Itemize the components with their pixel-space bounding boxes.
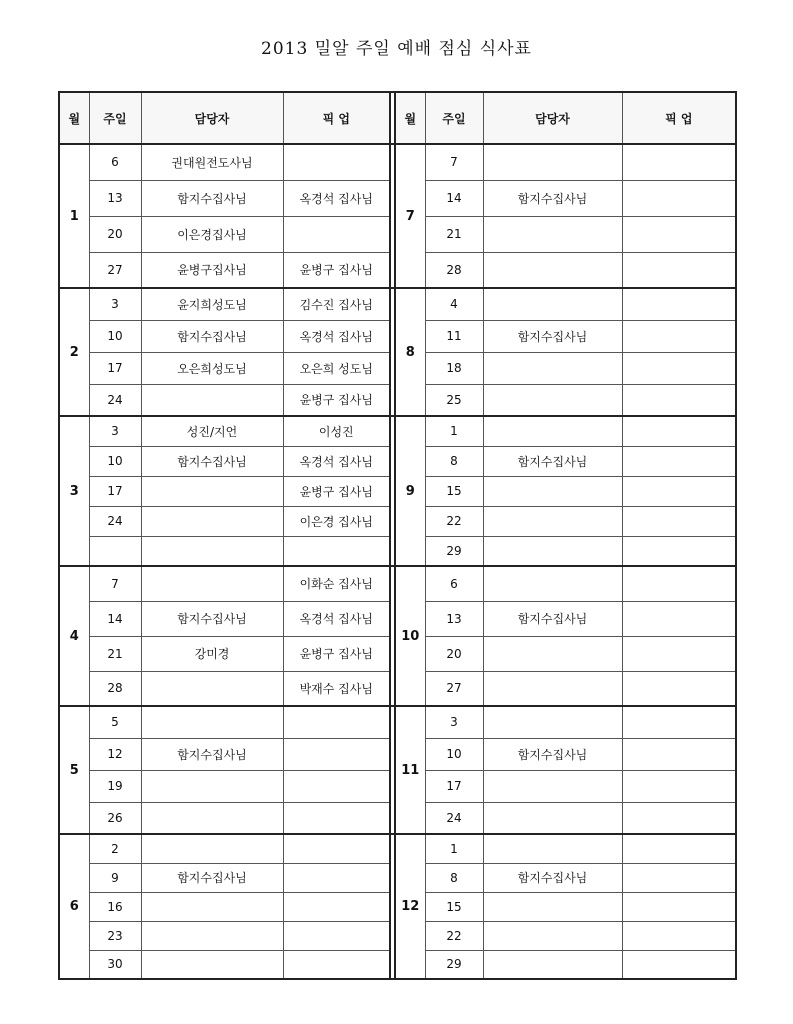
sunday-cell: 6 — [89, 144, 141, 180]
pickup-cell — [622, 536, 736, 566]
sunday-cell: 9 — [89, 863, 141, 892]
person-cell — [483, 770, 622, 802]
header-person-left: 담당자 — [141, 92, 283, 144]
person-cell: 함지수집사님 — [141, 738, 283, 770]
person-cell — [483, 144, 622, 180]
person-cell — [141, 921, 283, 950]
table-row — [59, 416, 736, 446]
month-cell: 6 — [59, 834, 89, 979]
person-cell — [483, 476, 622, 506]
sunday-cell: 12 — [89, 738, 141, 770]
table-row — [59, 566, 736, 601]
sunday-cell: 27 — [425, 671, 483, 706]
pickup-cell — [283, 802, 390, 834]
pickup-cell — [283, 738, 390, 770]
sunday-cell: 15 — [425, 476, 483, 506]
person-cell — [483, 671, 622, 706]
header-month-right: 월 — [395, 92, 425, 144]
pickup-cell — [622, 834, 736, 863]
pickup-cell — [622, 671, 736, 706]
person-cell: 함지수집사님 — [483, 738, 622, 770]
pickup-cell: 오은희 성도님 — [283, 352, 390, 384]
table-row — [59, 706, 736, 738]
pickup-cell — [622, 863, 736, 892]
pickup-cell — [283, 950, 390, 979]
person-cell: 이은경집사님 — [141, 216, 283, 252]
pickup-cell — [622, 416, 736, 446]
person-cell: 함지수집사님 — [483, 863, 622, 892]
header-month-left: 월 — [59, 92, 89, 144]
pickup-cell: 윤병구 집사님 — [283, 476, 390, 506]
lunch-schedule-table — [58, 91, 737, 980]
person-cell — [483, 921, 622, 950]
pickup-cell — [622, 802, 736, 834]
person-cell — [483, 834, 622, 863]
sunday-cell: 20 — [89, 216, 141, 252]
person-cell: 윤병구집사님 — [141, 252, 283, 288]
sunday-cell: 7 — [89, 566, 141, 601]
person-cell — [483, 288, 622, 320]
header-pickup-left: 픽 업 — [283, 92, 390, 144]
person-cell: 성진/지언 — [141, 416, 283, 446]
sunday-cell: 17 — [89, 352, 141, 384]
person-cell — [483, 416, 622, 446]
person-cell: 함지수집사님 — [483, 601, 622, 636]
table-row — [59, 834, 736, 863]
person-cell — [483, 536, 622, 566]
person-cell: 오은희성도님 — [141, 352, 283, 384]
pickup-cell: 윤병구 집사님 — [283, 384, 390, 416]
sunday-cell: 16 — [89, 892, 141, 921]
month-cell: 2 — [59, 288, 89, 416]
sunday-cell: 29 — [425, 950, 483, 979]
sunday-cell: 15 — [425, 892, 483, 921]
person-cell: 함지수집사님 — [141, 320, 283, 352]
pickup-cell — [283, 536, 390, 566]
sunday-cell: 4 — [425, 288, 483, 320]
pickup-cell: 윤병구 집사님 — [283, 636, 390, 671]
sunday-cell: 21 — [89, 636, 141, 671]
pickup-cell: 김수진 집사님 — [283, 288, 390, 320]
month-cell: 1 — [59, 144, 89, 288]
pickup-cell — [622, 180, 736, 216]
sunday-cell: 17 — [425, 770, 483, 802]
person-cell: 함지수집사님 — [141, 446, 283, 476]
sunday-cell: 20 — [425, 636, 483, 671]
pickup-cell — [283, 863, 390, 892]
sunday-cell: 24 — [425, 802, 483, 834]
header-pickup-right: 픽 업 — [622, 92, 736, 144]
person-cell — [141, 566, 283, 601]
pickup-cell — [622, 601, 736, 636]
pickup-cell: 이화순 집사님 — [283, 566, 390, 601]
sunday-cell: 23 — [89, 921, 141, 950]
sunday-cell: 10 — [89, 446, 141, 476]
person-cell — [483, 706, 622, 738]
sunday-cell: 18 — [425, 352, 483, 384]
sunday-cell: 2 — [89, 834, 141, 863]
month-cell: 8 — [395, 288, 425, 416]
pickup-cell: 이은경 집사님 — [283, 506, 390, 536]
month-cell: 7 — [395, 144, 425, 288]
person-cell — [141, 834, 283, 863]
pickup-cell — [622, 770, 736, 802]
sunday-cell: 24 — [89, 384, 141, 416]
person-cell: 권대원전도사님 — [141, 144, 283, 180]
sunday-cell: 29 — [425, 536, 483, 566]
person-cell — [483, 506, 622, 536]
sunday-cell: 22 — [425, 921, 483, 950]
person-cell: 함지수집사님 — [483, 320, 622, 352]
month-cell: 4 — [59, 566, 89, 706]
month-cell: 9 — [395, 416, 425, 566]
sunday-cell: 14 — [425, 180, 483, 216]
pickup-cell — [622, 506, 736, 536]
person-cell — [141, 706, 283, 738]
sunday-cell: 8 — [425, 863, 483, 892]
month-cell: 10 — [395, 566, 425, 706]
sunday-cell: 10 — [89, 320, 141, 352]
pickup-cell — [622, 950, 736, 979]
sunday-cell: 3 — [89, 416, 141, 446]
person-cell: 함지수집사님 — [483, 180, 622, 216]
month-cell: 3 — [59, 416, 89, 566]
pickup-cell — [622, 384, 736, 416]
person-cell — [141, 476, 283, 506]
pickup-cell: 옥경석 집사님 — [283, 601, 390, 636]
sunday-cell: 3 — [425, 706, 483, 738]
document-title: 2013 밀알 주일 예배 점심 식사표 — [261, 39, 532, 59]
pickup-cell — [622, 476, 736, 506]
pickup-cell: 옥경석 집사님 — [283, 446, 390, 476]
person-cell — [141, 671, 283, 706]
pickup-cell — [622, 320, 736, 352]
sunday-cell: 5 — [89, 706, 141, 738]
sunday-cell: 7 — [425, 144, 483, 180]
pickup-cell: 옥경석 집사님 — [283, 320, 390, 352]
person-cell — [141, 950, 283, 979]
person-cell — [483, 802, 622, 834]
person-cell — [483, 950, 622, 979]
header-sunday-left: 주일 — [89, 92, 141, 144]
sunday-cell: 28 — [89, 671, 141, 706]
person-cell — [141, 892, 283, 921]
person-cell — [483, 352, 622, 384]
sunday-cell: 1 — [425, 834, 483, 863]
sunday-cell: 10 — [425, 738, 483, 770]
person-cell — [483, 216, 622, 252]
pickup-cell — [622, 566, 736, 601]
pickup-cell — [283, 921, 390, 950]
person-cell: 함지수집사님 — [141, 601, 283, 636]
sunday-cell: 21 — [425, 216, 483, 252]
pickup-cell — [283, 706, 390, 738]
pickup-cell — [622, 288, 736, 320]
pickup-cell: 이성진 — [283, 416, 390, 446]
sunday-cell: 6 — [425, 566, 483, 601]
pickup-cell — [622, 144, 736, 180]
pickup-cell — [622, 446, 736, 476]
pickup-cell — [622, 352, 736, 384]
person-cell — [141, 506, 283, 536]
sunday-cell: 1 — [425, 416, 483, 446]
person-cell: 함지수집사님 — [483, 446, 622, 476]
month-cell: 11 — [395, 706, 425, 834]
pickup-cell: 박재수 집사님 — [283, 671, 390, 706]
header-person-right: 담당자 — [483, 92, 622, 144]
pickup-cell — [622, 252, 736, 288]
sunday-cell — [89, 536, 141, 566]
person-cell — [141, 802, 283, 834]
person-cell: 함지수집사님 — [141, 180, 283, 216]
person-cell: 함지수집사님 — [141, 863, 283, 892]
person-cell: 강미경 — [141, 636, 283, 671]
sunday-cell: 17 — [89, 476, 141, 506]
sunday-cell: 11 — [425, 320, 483, 352]
person-cell — [483, 566, 622, 601]
person-cell — [483, 384, 622, 416]
pickup-cell — [622, 636, 736, 671]
pickup-cell — [622, 892, 736, 921]
month-cell: 12 — [395, 834, 425, 979]
pickup-cell — [622, 921, 736, 950]
person-cell: 윤지희성도님 — [141, 288, 283, 320]
person-cell — [483, 892, 622, 921]
sunday-cell: 28 — [425, 252, 483, 288]
table-row — [59, 288, 736, 320]
sunday-cell: 13 — [425, 601, 483, 636]
sunday-cell: 8 — [425, 446, 483, 476]
pickup-cell: 옥경석 집사님 — [283, 180, 390, 216]
sunday-cell: 14 — [89, 601, 141, 636]
sunday-cell: 27 — [89, 252, 141, 288]
pickup-cell — [622, 738, 736, 770]
person-cell — [483, 636, 622, 671]
person-cell — [483, 252, 622, 288]
pickup-cell — [283, 892, 390, 921]
pickup-cell — [283, 834, 390, 863]
sunday-cell: 22 — [425, 506, 483, 536]
pickup-cell — [283, 144, 390, 180]
person-cell — [141, 384, 283, 416]
month-cell: 5 — [59, 706, 89, 834]
sunday-cell: 13 — [89, 180, 141, 216]
sunday-cell: 24 — [89, 506, 141, 536]
pickup-cell — [283, 216, 390, 252]
sunday-cell: 3 — [89, 288, 141, 320]
sunday-cell: 19 — [89, 770, 141, 802]
header-row — [59, 92, 736, 144]
sunday-cell: 30 — [89, 950, 141, 979]
pickup-cell — [283, 770, 390, 802]
pickup-cell: 윤병구 집사님 — [283, 252, 390, 288]
header-sunday-right: 주일 — [425, 92, 483, 144]
person-cell — [141, 770, 283, 802]
person-cell — [141, 536, 283, 566]
sunday-cell: 25 — [425, 384, 483, 416]
pickup-cell — [622, 706, 736, 738]
table-row — [59, 144, 736, 180]
sunday-cell: 26 — [89, 802, 141, 834]
pickup-cell — [622, 216, 736, 252]
